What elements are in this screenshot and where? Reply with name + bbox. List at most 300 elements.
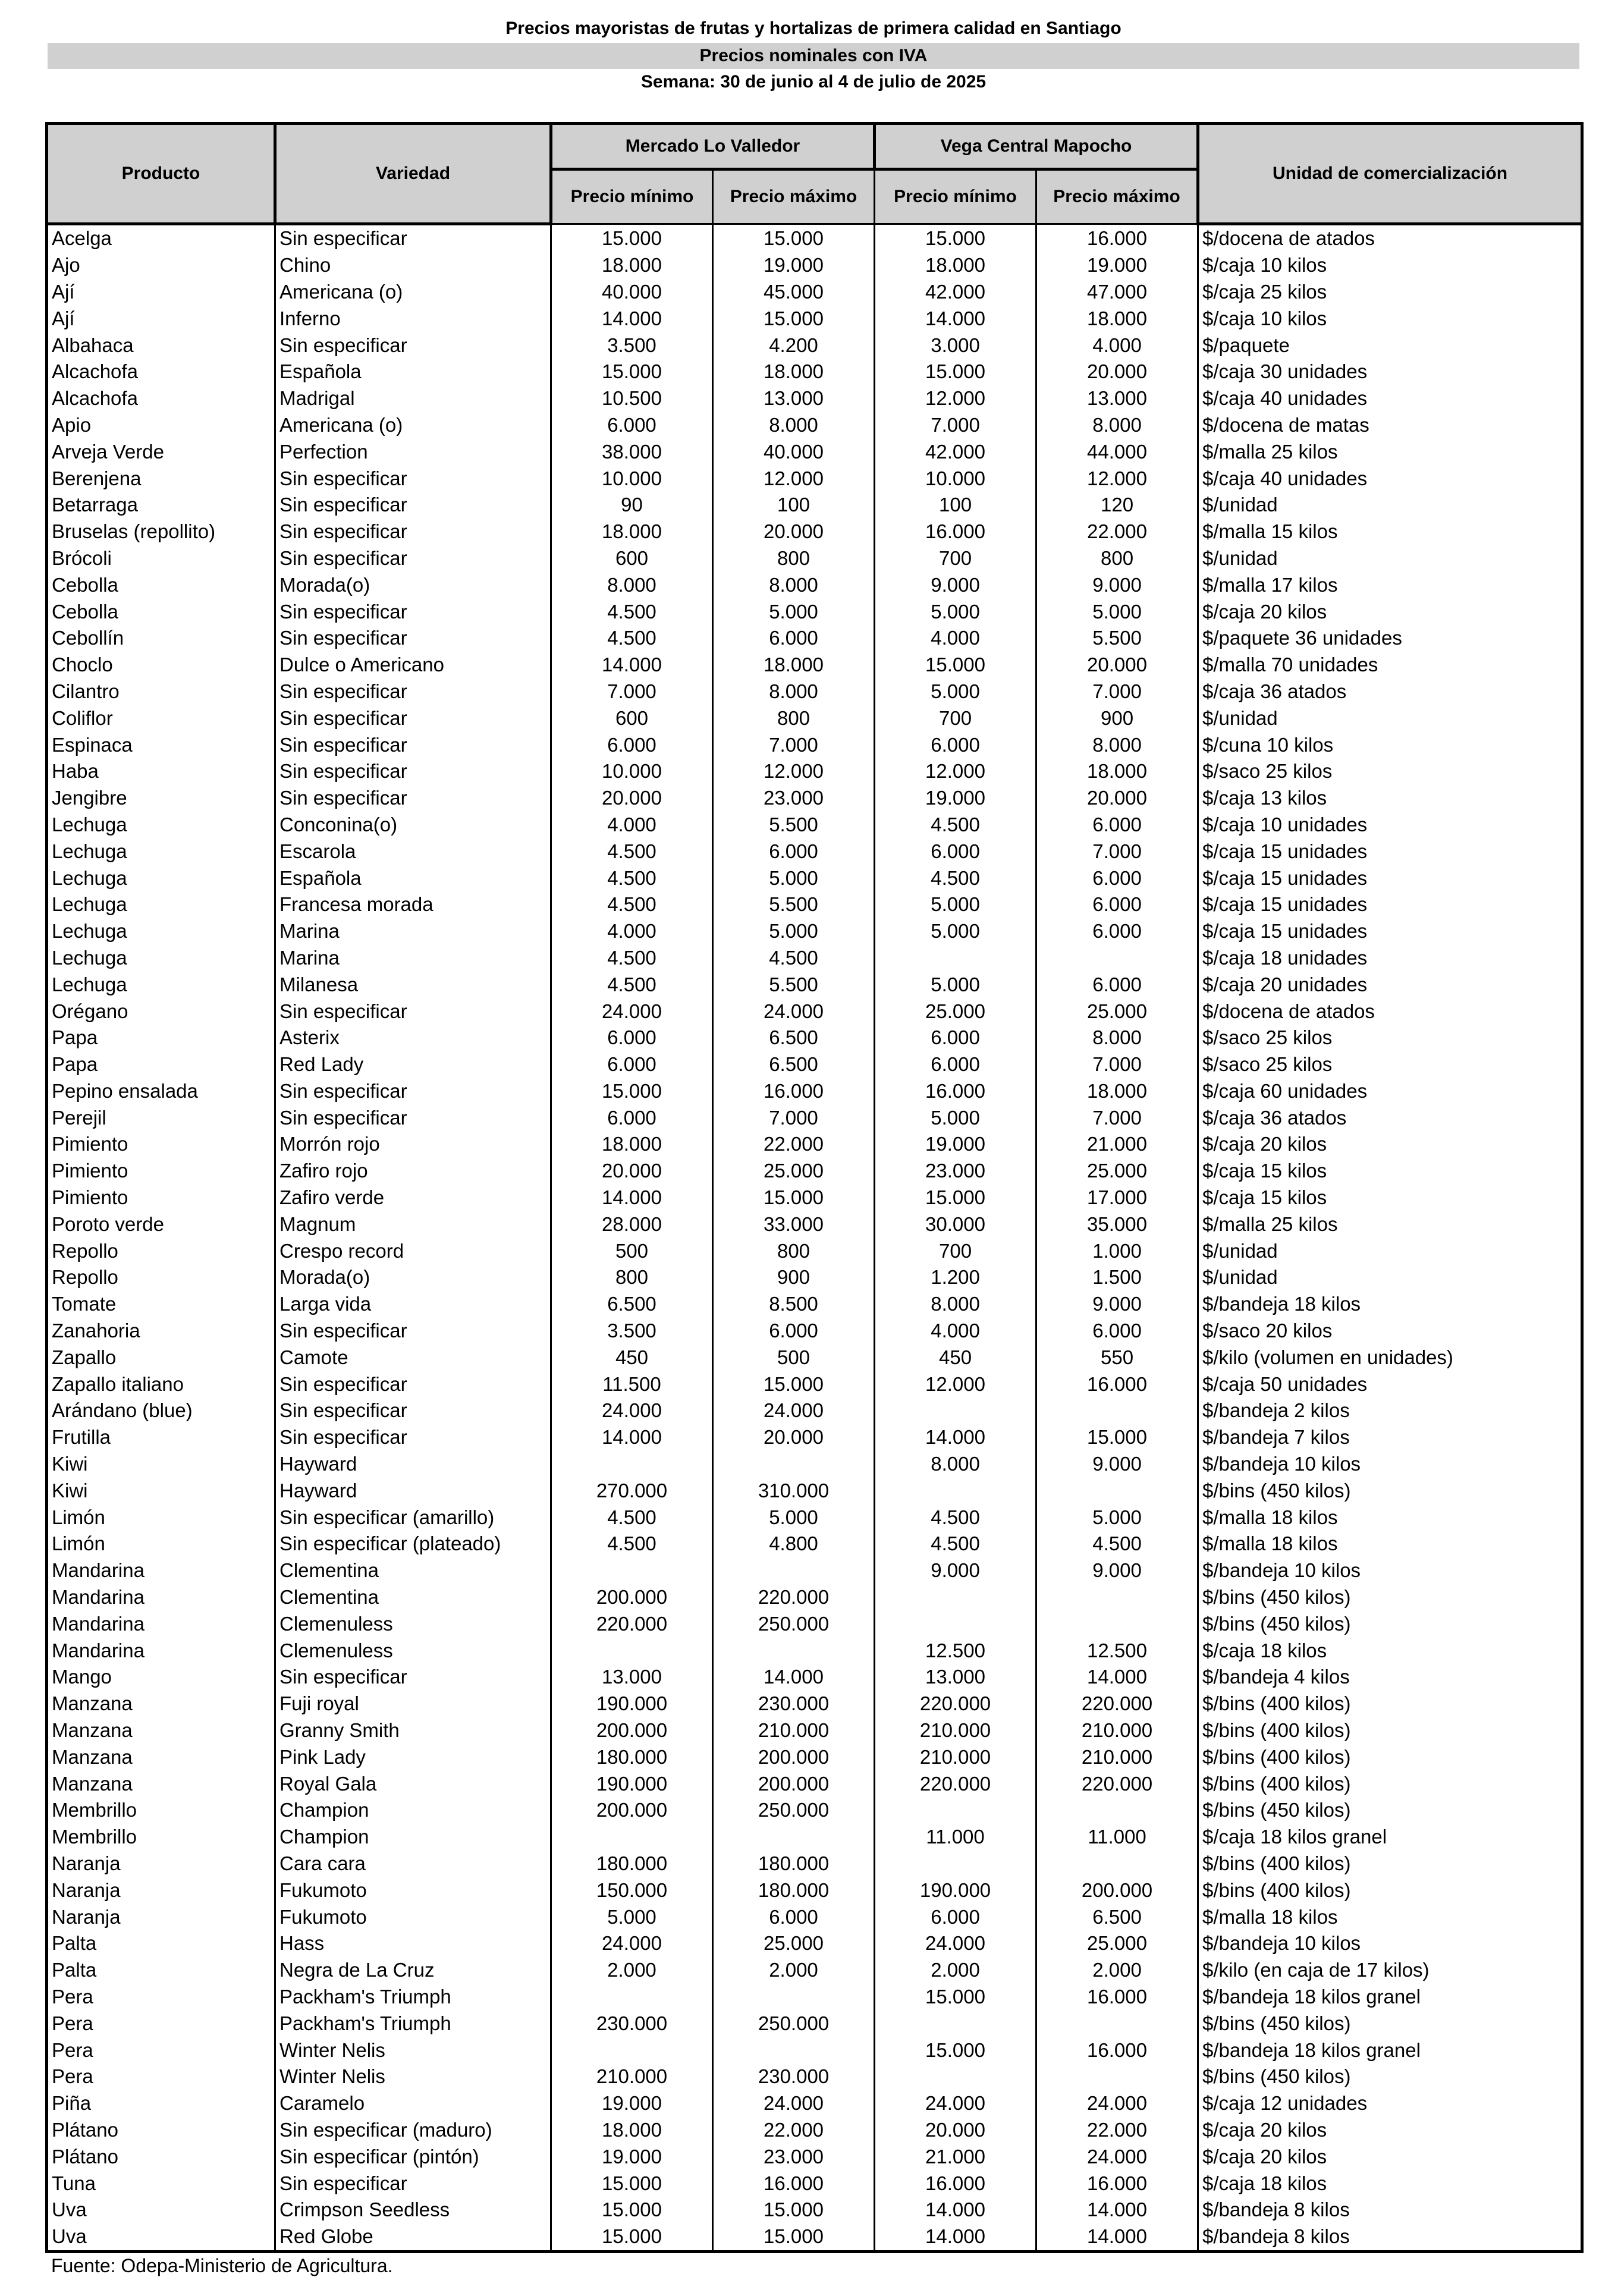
cell-lv-max: 16.000 — [713, 1078, 875, 1105]
cell-vc-max: 5.000 — [1036, 1504, 1198, 1531]
table-row — [47, 1691, 1582, 1717]
cell-variedad: Granny Smith — [275, 1717, 551, 1744]
cell-variedad: Sin especificar — [275, 679, 551, 705]
cell-unidad: $/caja 15 unidades — [1198, 865, 1582, 891]
cell-lv-min: 200.000 — [551, 1717, 713, 1744]
cell-variedad: Sin especificar — [275, 598, 551, 625]
header-lv-precio-maximo: Precio máximo — [713, 169, 875, 224]
table-row — [47, 519, 1582, 545]
cell-lv-min: 38.000 — [551, 438, 713, 465]
cell-unidad: $/kilo (en caja de 17 kilos) — [1198, 1957, 1582, 1984]
table-row — [47, 1557, 1582, 1584]
cell-lv-max: 14.000 — [713, 1664, 875, 1691]
cell-lv-min: 4.500 — [551, 945, 713, 972]
cell-unidad: $/saco 25 kilos — [1198, 1051, 1582, 1078]
cell-vc-max: 44.000 — [1036, 438, 1198, 465]
cell-variedad: Marina — [275, 945, 551, 972]
cell-vc-max: 800 — [1036, 545, 1198, 572]
cell-variedad: Inferno — [275, 305, 551, 332]
cell-producto: Lechuga — [47, 945, 275, 972]
cell-unidad: $/bins (450 kilos) — [1198, 1797, 1582, 1824]
cell-lv-max: 12.000 — [713, 465, 875, 492]
table-row — [47, 1877, 1582, 1904]
table-row — [47, 1131, 1582, 1158]
cell-unidad: $/unidad — [1198, 1237, 1582, 1264]
cell-vc-min: 24.000 — [875, 1930, 1036, 1957]
cell-lv-min: 18.000 — [551, 1131, 713, 1158]
cell-variedad: Packham's Triumph — [275, 2010, 551, 2037]
table-row — [47, 1637, 1582, 1664]
cell-vc-min: 14.000 — [875, 2197, 1036, 2223]
cell-lv-max: 20.000 — [713, 519, 875, 545]
table-row — [47, 571, 1582, 598]
cell-unidad: $/caja 15 unidades — [1198, 918, 1582, 945]
cell-lv-max: 15.000 — [713, 224, 875, 252]
cell-variedad: Asterix — [275, 1025, 551, 1051]
cell-lv-max: 25.000 — [713, 1158, 875, 1185]
cell-producto: Naranja — [47, 1877, 275, 1904]
cell-unidad: $/docena de atados — [1198, 998, 1582, 1025]
cell-vc-min — [875, 1584, 1036, 1611]
cell-vc-max: 18.000 — [1036, 758, 1198, 785]
cell-lv-max: 6.000 — [713, 1904, 875, 1930]
cell-lv-min: 600 — [551, 705, 713, 731]
cell-vc-max: 550 — [1036, 1344, 1198, 1371]
cell-vc-min: 4.500 — [875, 812, 1036, 838]
cell-variedad: Zafiro rojo — [275, 1158, 551, 1185]
cell-vc-max: 6.000 — [1036, 971, 1198, 998]
cell-producto: Tomate — [47, 1291, 275, 1318]
cell-vc-max: 21.000 — [1036, 1131, 1198, 1158]
cell-lv-min: 11.500 — [551, 1371, 713, 1397]
table-row — [47, 1930, 1582, 1957]
table-row — [47, 492, 1582, 519]
cell-vc-min: 14.000 — [875, 2223, 1036, 2251]
cell-unidad: $/bandeja 10 kilos — [1198, 1557, 1582, 1584]
table-row — [47, 1371, 1582, 1397]
table-row — [47, 2197, 1582, 2223]
cell-vc-min: 11.000 — [875, 1824, 1036, 1851]
cell-lv-max: 45.000 — [713, 279, 875, 306]
cell-lv-min: 19.000 — [551, 2090, 713, 2117]
cell-unidad: $/caja 18 kilos granel — [1198, 1824, 1582, 1851]
cell-producto: Alcachofa — [47, 385, 275, 412]
table-row — [47, 598, 1582, 625]
cell-producto: Orégano — [47, 998, 275, 1025]
cell-vc-max: 20.000 — [1036, 652, 1198, 679]
cell-unidad: $/bins (400 kilos) — [1198, 1770, 1582, 1797]
cell-lv-max: 18.000 — [713, 652, 875, 679]
cell-vc-min: 7.000 — [875, 412, 1036, 439]
cell-lv-min: 4.500 — [551, 971, 713, 998]
cell-unidad: $/bins (400 kilos) — [1198, 1691, 1582, 1717]
cell-lv-max: 8.500 — [713, 1291, 875, 1318]
cell-vc-max: 20.000 — [1036, 359, 1198, 385]
cell-unidad: $/caja 20 kilos — [1198, 2143, 1582, 2170]
header-variedad: Variedad — [275, 124, 551, 224]
cell-lv-max: 230.000 — [713, 1691, 875, 1717]
cell-producto: Mandarina — [47, 1584, 275, 1611]
cell-lv-max: 800 — [713, 705, 875, 731]
cell-producto: Pepino ensalada — [47, 1078, 275, 1105]
cell-variedad: Sin especificar — [275, 224, 551, 252]
cell-vc-max: 14.000 — [1036, 1664, 1198, 1691]
cell-vc-min — [875, 945, 1036, 972]
cell-producto: Uva — [47, 2223, 275, 2251]
cell-producto: Lechuga — [47, 838, 275, 865]
cell-producto: Coliflor — [47, 705, 275, 731]
table-row — [47, 1424, 1582, 1451]
cell-variedad: Morada(o) — [275, 1264, 551, 1291]
cell-vc-max: 9.000 — [1036, 571, 1198, 598]
cell-vc-min: 21.000 — [875, 2143, 1036, 2170]
table-row — [47, 891, 1582, 918]
cell-producto: Membrillo — [47, 1797, 275, 1824]
cell-unidad: $/caja 30 unidades — [1198, 359, 1582, 385]
table-row — [47, 1824, 1582, 1851]
cell-lv-max: 5.000 — [713, 918, 875, 945]
cell-lv-max: 250.000 — [713, 1797, 875, 1824]
cell-variedad: Sin especificar (maduro) — [275, 2117, 551, 2144]
cell-producto: Kiwi — [47, 1451, 275, 1478]
cell-unidad: $/unidad — [1198, 705, 1582, 731]
cell-producto: Lechuga — [47, 918, 275, 945]
cell-lv-max: 8.000 — [713, 412, 875, 439]
table-row — [47, 2143, 1582, 2170]
cell-unidad: $/caja 60 unidades — [1198, 1078, 1582, 1105]
cell-vc-max — [1036, 1584, 1198, 1611]
cell-vc-max: 25.000 — [1036, 998, 1198, 1025]
table-row — [47, 412, 1582, 439]
cell-vc-max: 24.000 — [1036, 2090, 1198, 2117]
cell-vc-max: 6.000 — [1036, 1318, 1198, 1345]
cell-vc-max: 25.000 — [1036, 1930, 1198, 1957]
cell-lv-max: 2.000 — [713, 1957, 875, 1984]
cell-unidad: $/saco 20 kilos — [1198, 1318, 1582, 1345]
cell-vc-min: 4.500 — [875, 1504, 1036, 1531]
cell-producto: Pimiento — [47, 1158, 275, 1185]
cell-lv-max: 5.000 — [713, 865, 875, 891]
cell-lv-max: 22.000 — [713, 1131, 875, 1158]
cell-vc-min: 42.000 — [875, 279, 1036, 306]
table-row — [47, 2037, 1582, 2063]
cell-vc-min: 450 — [875, 1344, 1036, 1371]
cell-vc-min: 10.000 — [875, 465, 1036, 492]
cell-producto: Brócoli — [47, 545, 275, 572]
cell-vc-min: 9.000 — [875, 571, 1036, 598]
cell-producto: Mandarina — [47, 1637, 275, 1664]
cell-variedad: Madrigal — [275, 385, 551, 412]
cell-lv-max: 5.000 — [713, 598, 875, 625]
cell-vc-max: 6.000 — [1036, 918, 1198, 945]
cell-unidad: $/caja 36 atados — [1198, 1104, 1582, 1131]
cell-variedad: Larga vida — [275, 1291, 551, 1318]
cell-unidad: $/bandeja 8 kilos — [1198, 2223, 1582, 2251]
cell-producto: Limón — [47, 1531, 275, 1557]
cell-vc-min — [875, 1397, 1036, 1424]
cell-producto: Manzana — [47, 1770, 275, 1797]
cell-lv-min: 13.000 — [551, 1664, 713, 1691]
cell-vc-min: 25.000 — [875, 998, 1036, 1025]
cell-vc-min: 220.000 — [875, 1691, 1036, 1717]
cell-lv-max: 7.000 — [713, 1104, 875, 1131]
cell-lv-min: 180.000 — [551, 1851, 713, 1877]
cell-lv-min: 15.000 — [551, 2223, 713, 2251]
cell-variedad: Española — [275, 865, 551, 891]
table-row — [47, 1051, 1582, 1078]
cell-unidad: $/malla 70 unidades — [1198, 652, 1582, 679]
table-row — [47, 1264, 1582, 1291]
cell-producto: Papa — [47, 1051, 275, 1078]
cell-producto: Zanahoria — [47, 1318, 275, 1345]
cell-vc-min — [875, 1851, 1036, 1877]
cell-unidad: $/caja 36 atados — [1198, 679, 1582, 705]
cell-variedad: Royal Gala — [275, 1770, 551, 1797]
table-row — [47, 1904, 1582, 1930]
cell-variedad: Sin especificar — [275, 625, 551, 652]
cell-vc-min: 24.000 — [875, 2090, 1036, 2117]
cell-unidad: $/bins (450 kilos) — [1198, 1584, 1582, 1611]
cell-variedad: Champion — [275, 1797, 551, 1824]
cell-producto: Piña — [47, 2090, 275, 2117]
header-producto: Producto — [47, 124, 275, 224]
table-row — [47, 279, 1582, 306]
cell-unidad: $/caja 15 kilos — [1198, 1158, 1582, 1185]
cell-unidad: $/saco 25 kilos — [1198, 758, 1582, 785]
cell-unidad: $/bandeja 4 kilos — [1198, 1664, 1582, 1691]
cell-vc-max: 5.000 — [1036, 598, 1198, 625]
cell-lv-min — [551, 2037, 713, 2063]
cell-variedad: Francesa morada — [275, 891, 551, 918]
cell-producto: Pera — [47, 1984, 275, 2011]
cell-vc-max: 14.000 — [1036, 2197, 1198, 2223]
table-row — [47, 1104, 1582, 1131]
cell-producto: Lechuga — [47, 891, 275, 918]
cell-producto: Palta — [47, 1957, 275, 1984]
cell-vc-min: 15.000 — [875, 1984, 1036, 2011]
cell-vc-min: 16.000 — [875, 1078, 1036, 1105]
cell-variedad: Clementina — [275, 1557, 551, 1584]
cell-lv-max: 6.000 — [713, 625, 875, 652]
cell-vc-min: 16.000 — [875, 519, 1036, 545]
cell-vc-min: 700 — [875, 545, 1036, 572]
cell-vc-max: 6.000 — [1036, 812, 1198, 838]
cell-producto: Zapallo italiano — [47, 1371, 275, 1397]
cell-vc-max: 1.500 — [1036, 1264, 1198, 1291]
cell-producto: Ajo — [47, 252, 275, 279]
cell-lv-max: 180.000 — [713, 1851, 875, 1877]
cell-producto: Apio — [47, 412, 275, 439]
cell-vc-min — [875, 2010, 1036, 2037]
cell-lv-min: 4.500 — [551, 865, 713, 891]
cell-vc-max — [1036, 1610, 1198, 1637]
cell-vc-min: 210.000 — [875, 1717, 1036, 1744]
header-vc-precio-minimo: Precio mínimo — [875, 169, 1036, 224]
table-row — [47, 1185, 1582, 1211]
cell-lv-max — [713, 1824, 875, 1851]
cell-unidad: $/bandeja 10 kilos — [1198, 1930, 1582, 1957]
cell-producto: Bruselas (repollito) — [47, 519, 275, 545]
cell-vc-min: 2.000 — [875, 1957, 1036, 1984]
cell-vc-max: 4.000 — [1036, 332, 1198, 359]
cell-producto: Jengibre — [47, 785, 275, 812]
cell-vc-max: 18.000 — [1036, 1078, 1198, 1105]
cell-lv-max: 24.000 — [713, 2090, 875, 2117]
cell-lv-max: 15.000 — [713, 2223, 875, 2251]
cell-vc-min: 14.000 — [875, 1424, 1036, 1451]
cell-vc-min: 5.000 — [875, 971, 1036, 998]
cell-vc-min: 15.000 — [875, 1185, 1036, 1211]
cell-variedad: Fuji royal — [275, 1691, 551, 1717]
cell-lv-max: 4.800 — [713, 1531, 875, 1557]
cell-vc-min: 5.000 — [875, 891, 1036, 918]
cell-variedad: Sin especificar (plateado) — [275, 1531, 551, 1557]
cell-unidad: $/caja 18 unidades — [1198, 945, 1582, 972]
cell-lv-min: 150.000 — [551, 1877, 713, 1904]
cell-variedad: Morrón rojo — [275, 1131, 551, 1158]
cell-unidad: $/caja 10 kilos — [1198, 252, 1582, 279]
cell-lv-max: 13.000 — [713, 385, 875, 412]
cell-lv-max: 900 — [713, 1264, 875, 1291]
cell-vc-min: 13.000 — [875, 1664, 1036, 1691]
table-row — [47, 385, 1582, 412]
cell-lv-min: 800 — [551, 1264, 713, 1291]
cell-vc-max: 19.000 — [1036, 252, 1198, 279]
table-row — [47, 2223, 1582, 2251]
cell-variedad: Sin especificar — [275, 492, 551, 519]
cell-vc-max: 8.000 — [1036, 731, 1198, 758]
cell-unidad: $/saco 25 kilos — [1198, 1025, 1582, 1051]
cell-lv-min: 7.000 — [551, 679, 713, 705]
cell-variedad: Sin especificar — [275, 1078, 551, 1105]
cell-vc-min: 4.000 — [875, 1318, 1036, 1345]
cell-lv-min: 15.000 — [551, 359, 713, 385]
cell-producto: Plátano — [47, 2117, 275, 2144]
cell-lv-min: 6.000 — [551, 731, 713, 758]
cell-lv-min: 19.000 — [551, 2143, 713, 2170]
cell-vc-max: 7.000 — [1036, 838, 1198, 865]
cell-producto: Pera — [47, 2037, 275, 2063]
cell-lv-min: 4.500 — [551, 838, 713, 865]
cell-vc-max: 17.000 — [1036, 1185, 1198, 1211]
cell-lv-min: 200.000 — [551, 1797, 713, 1824]
cell-vc-min — [875, 1477, 1036, 1504]
cell-lv-min: 10.500 — [551, 385, 713, 412]
cell-vc-max: 8.000 — [1036, 1025, 1198, 1051]
cell-producto: Pera — [47, 2010, 275, 2037]
cell-vc-max: 5.500 — [1036, 625, 1198, 652]
cell-vc-min: 5.000 — [875, 679, 1036, 705]
cell-variedad: Sin especificar — [275, 519, 551, 545]
cell-unidad: $/malla 18 kilos — [1198, 1504, 1582, 1531]
table-row — [47, 1717, 1582, 1744]
cell-variedad: Fukumoto — [275, 1877, 551, 1904]
cell-unidad: $/bins (400 kilos) — [1198, 1744, 1582, 1770]
cell-vc-max: 7.000 — [1036, 1051, 1198, 1078]
cell-lv-max: 6.000 — [713, 1318, 875, 1345]
cell-producto: Naranja — [47, 1851, 275, 1877]
cell-variedad: Milanesa — [275, 971, 551, 998]
cell-lv-max: 23.000 — [713, 785, 875, 812]
cell-vc-min: 8.000 — [875, 1291, 1036, 1318]
table-row — [47, 224, 1582, 252]
cell-unidad: $/bandeja 18 kilos — [1198, 1291, 1582, 1318]
cell-variedad: Clementina — [275, 1584, 551, 1611]
cell-vc-min: 23.000 — [875, 1158, 1036, 1185]
cell-lv-max: 6.500 — [713, 1051, 875, 1078]
cell-unidad: $/unidad — [1198, 1264, 1582, 1291]
cell-unidad: $/bandeja 18 kilos granel — [1198, 2037, 1582, 2063]
cell-vc-min: 15.000 — [875, 2037, 1036, 2063]
cell-producto: Frutilla — [47, 1424, 275, 1451]
cell-unidad: $/bins (450 kilos) — [1198, 2063, 1582, 2090]
cell-lv-min: 14.000 — [551, 305, 713, 332]
cell-producto: Lechuga — [47, 865, 275, 891]
cell-unidad: $/bandeja 18 kilos granel — [1198, 1984, 1582, 2011]
cell-lv-min — [551, 1984, 713, 2011]
cell-vc-max — [1036, 1851, 1198, 1877]
table-row — [47, 812, 1582, 838]
cell-variedad: Champion — [275, 1824, 551, 1851]
table-row — [47, 998, 1582, 1025]
cell-vc-min: 30.000 — [875, 1211, 1036, 1237]
cell-variedad: Marina — [275, 918, 551, 945]
cell-producto: Uva — [47, 2197, 275, 2223]
report-title: Precios mayoristas de frutas y hortalizas de primera calidad en Santiago — [505, 18, 1121, 38]
cell-lv-min: 2.000 — [551, 1957, 713, 1984]
cell-lv-min: 24.000 — [551, 1397, 713, 1424]
cell-unidad: $/caja 20 kilos — [1198, 1131, 1582, 1158]
cell-variedad: Hayward — [275, 1477, 551, 1504]
cell-producto: Pimiento — [47, 1131, 275, 1158]
cell-lv-min: 4.000 — [551, 812, 713, 838]
cell-variedad: Perfection — [275, 438, 551, 465]
cell-unidad: $/caja 15 unidades — [1198, 838, 1582, 865]
cell-unidad: $/caja 40 unidades — [1198, 385, 1582, 412]
cell-vc-min — [875, 1610, 1036, 1637]
cell-unidad: $/caja 40 unidades — [1198, 465, 1582, 492]
cell-producto: Manzana — [47, 1691, 275, 1717]
cell-variedad: Sin especificar — [275, 785, 551, 812]
cell-unidad: $/cuna 10 kilos — [1198, 731, 1582, 758]
cell-variedad: Clemenuless — [275, 1610, 551, 1637]
cell-producto: Cebolla — [47, 571, 275, 598]
cell-producto: Poroto verde — [47, 1211, 275, 1237]
cell-unidad: $/bandeja 10 kilos — [1198, 1451, 1582, 1478]
cell-variedad: Sin especificar — [275, 2170, 551, 2197]
cell-producto: Albahaca — [47, 332, 275, 359]
header-market-lo-valledor: Mercado Lo Valledor — [551, 124, 875, 169]
cell-variedad: Sin especificar — [275, 1664, 551, 1691]
cell-vc-max: 14.000 — [1036, 2223, 1198, 2251]
cell-variedad: Sin especificar — [275, 1397, 551, 1424]
cell-variedad: Red Lady — [275, 1051, 551, 1078]
cell-producto: Pera — [47, 2063, 275, 2090]
cell-lv-max: 24.000 — [713, 1397, 875, 1424]
cell-vc-max — [1036, 1477, 1198, 1504]
cell-vc-max: 22.000 — [1036, 2117, 1198, 2144]
cell-lv-min: 500 — [551, 1237, 713, 1264]
table-row — [47, 252, 1582, 279]
cell-vc-min: 4.500 — [875, 1531, 1036, 1557]
header-lv-precio-minimo: Precio mínimo — [551, 169, 713, 224]
cell-vc-min: 12.000 — [875, 758, 1036, 785]
cell-producto: Pimiento — [47, 1185, 275, 1211]
table-row — [47, 1610, 1582, 1637]
cell-vc-max: 35.000 — [1036, 1211, 1198, 1237]
cell-vc-max: 2.000 — [1036, 1957, 1198, 1984]
cell-unidad: $/caja 20 kilos — [1198, 598, 1582, 625]
